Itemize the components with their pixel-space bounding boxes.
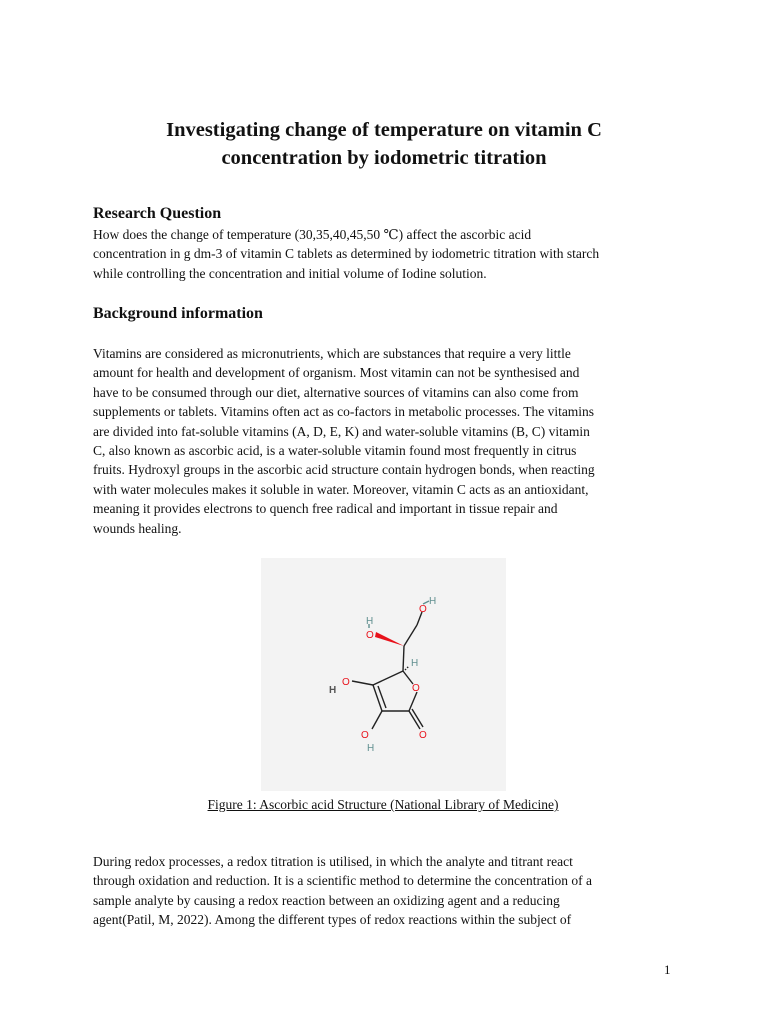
page-number: 1 xyxy=(664,962,671,977)
molecule-diagram xyxy=(261,558,506,791)
background-heading: Background information xyxy=(93,305,263,322)
atom-label-hydrogen: H xyxy=(366,616,374,627)
bond xyxy=(373,685,382,711)
redox-line: sample analyte by causing a redox reaction between an oxidizing agent and a reducing xyxy=(93,892,560,908)
atom-label-oxygen: O xyxy=(366,630,374,641)
redox-line: through oxidation and reduction. It is a scientific method to determine the concentration of a xyxy=(93,873,592,889)
research-question-heading: Research Question xyxy=(93,205,222,222)
atom-label-hydrogen: H xyxy=(411,658,419,669)
redox-line: agent(Patil, M, 2022). Among the different types of redox reactions within the subject of xyxy=(93,912,572,928)
atom-label-hydrogen: H xyxy=(429,596,437,607)
background-line: wounds healing. xyxy=(93,520,182,536)
bond xyxy=(409,692,417,711)
atom-label-hydrogen: H xyxy=(329,685,337,696)
atom-label-oxygen: O xyxy=(361,730,369,741)
background-line: meaning it provides electrons to quench free radical and important in tissue repair and xyxy=(93,501,558,517)
background-line: have to be consumed through our diet, alternative sources of vitamins can also come from xyxy=(93,384,579,400)
bond xyxy=(373,671,403,685)
bond xyxy=(404,625,417,646)
research-question-line: while controlling the concentration and initial volume of Iodine solution. xyxy=(93,265,487,281)
research-question-paragraph xyxy=(93,225,693,283)
wedge-bond xyxy=(375,632,404,646)
title-line-2: concentration by iodometric titration xyxy=(221,147,547,169)
background-line: Vitamins are considered as micronutrients, which are substances that require a very little xyxy=(93,346,571,361)
figure-caption: Figure 1: Ascorbic acid Structure (National Library of Medicine) xyxy=(207,797,559,812)
document-title xyxy=(60,116,708,172)
atom-label-oxygen: O xyxy=(342,677,350,688)
background-line: C, also known as ascorbic acid, is a water-soluble vitamin found most frequently in citrus xyxy=(93,443,577,459)
background-line: supplements or tablets. Vitamins often act as co-factors in metabolic processes. The vitamins xyxy=(93,404,595,420)
background-line: with water molecules makes it soluble in water. Moreover, vitamin C acts as an antioxidant, xyxy=(93,481,589,497)
title-line-1: Investigating change of temperature on vitamin C xyxy=(166,119,602,141)
research-question-line: concentration in g dm-3 of vitamin C tablets as determined by iodometric titration with starch xyxy=(93,246,600,262)
ascorbic-acid-structure-figure xyxy=(261,558,506,791)
atom-label-oxygen: O xyxy=(419,730,427,741)
bond xyxy=(372,711,382,729)
atom-label-hydrogen: H xyxy=(367,743,375,754)
background-line: fruits. Hydroxyl groups in the ascorbic acid structure contain hydrogen bonds, when reacting xyxy=(93,462,595,478)
background-line: are divided into fat-soluble vitamins (A, D, E, K) and water-soluble vitamins (B, C) vitamin xyxy=(93,423,590,439)
background-paragraph xyxy=(93,344,693,538)
atom-label-oxygen: O xyxy=(412,683,420,694)
research-question-line: How does the change of temperature (30,35,40,45,50 ℃) affect the ascorbic acid xyxy=(93,227,532,242)
bond xyxy=(403,646,404,671)
redox-paragraph xyxy=(93,852,693,930)
background-line: amount for health and development of organism. Most vitamin can not be synthesised and xyxy=(93,365,580,381)
bond xyxy=(405,666,409,670)
redox-line: During redox processes, a redox titration is utilised, in which the analyte and titrant react xyxy=(93,854,573,869)
atom-label-oxygen: O xyxy=(419,604,427,615)
bond xyxy=(352,681,373,685)
